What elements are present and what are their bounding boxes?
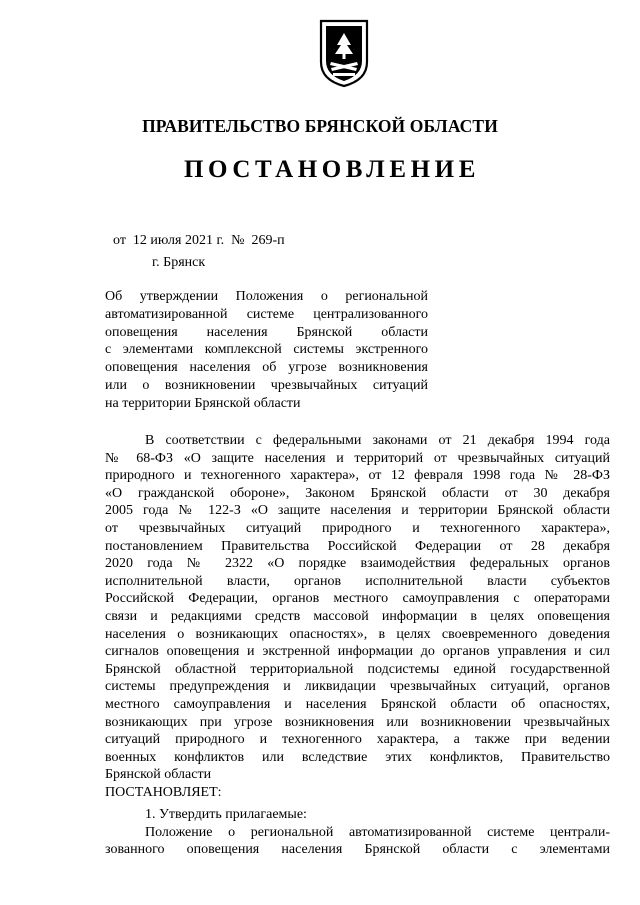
document-type-title: ПОСТАНОВЛЕНИЕ	[183, 156, 481, 183]
body-line: № 68-ФЗ «О защите населения и территорий от чрезвычайных ситуаций	[105, 450, 610, 466]
body-line: природного и техногенного характера», от 12 февраля 1998 года № 28-ФЗ	[105, 468, 610, 484]
body-line: постановлением Правительства Российской Федерации от 28 декабря	[105, 538, 610, 554]
city-line: г. Брянск	[152, 255, 206, 270]
body-line: сигналов оповещения и экстренной информации до органов управления и сил	[105, 644, 610, 660]
body-line: населения о возникающих опасностях», в целях своевременного доведения	[105, 626, 610, 642]
item-1: 1. Утвердить прилагаемые:	[145, 807, 307, 822]
body-line: возникающих при угрозе возникновения или возникновении чрезвычайных	[105, 714, 610, 730]
subject-block	[105, 288, 428, 413]
body-line: Брянской области	[105, 767, 212, 783]
subject-line: на территории Брянской области	[105, 395, 301, 411]
subject-line: оповещения населения Брянской области	[105, 324, 428, 340]
item-paragraph-line: Положение о региональной автоматизированной системе централи-	[145, 824, 610, 840]
body-line: В соответствии с федеральными законами от 21 декабря 1994 года	[145, 433, 610, 448]
item-paragraph-line: зованного оповещения населения Брянской области с элементами	[105, 842, 610, 858]
body-line: 2020 года № 2322 «О порядке взаимодействия федеральных органов	[105, 556, 610, 572]
body-line: «О гражданской обороне», Законом Брянской области от 30 декабря	[105, 485, 610, 501]
body-line: Российской Федерации, органов местного самоуправления с операторами	[105, 591, 610, 607]
body-line: системы предупреждения и ликвидации чрезвычайных ситуаций, органов	[105, 679, 610, 695]
subject-line: оповещения населения об угрозе возникновения	[105, 360, 428, 376]
subject-line: или о возникновении чрезвычайных ситуаций	[105, 377, 428, 393]
body-line: от чрезвычайных ситуаций природного и техногенного характера»,	[105, 520, 610, 536]
body-line: местного самоуправления и населения Брянской области об опасностях,	[105, 696, 610, 712]
subject-line: автоматизированной системе централизованного	[105, 306, 428, 322]
resolves-heading: ПОСТАНОВЛЯЕТ:	[105, 784, 222, 800]
body-line: Брянской областной территориальной подсистемы единой государственной	[105, 661, 610, 677]
body-line: 2005 года № 122-З «О защите населения и территории Брянской области	[105, 503, 610, 519]
resolution-items	[105, 806, 610, 859]
subject-line: с элементами комплексной системы экстренного	[105, 342, 428, 358]
date-number-line: от 12 июля 2021 г. № 269-п	[113, 233, 285, 248]
body-line: военных конфликтов или вследствие этих конфликтов, Правительство	[105, 749, 610, 765]
coat-of-arms-icon	[318, 18, 370, 88]
authority-heading: ПРАВИТЕЛЬСТВО БРЯНСКОЙ ОБЛАСТИ	[142, 116, 498, 136]
subject-line: Об утверждении Положения о региональной	[105, 289, 428, 304]
body-line: связи и редакциями средств массовой информации в целях оповещения	[105, 608, 610, 624]
preamble-paragraph	[105, 432, 610, 801]
body-line: ситуаций природного и техногенного характера, а также при ведении	[105, 732, 610, 748]
body-line: исполнительной власти, органов исполнительной власти субъектов	[105, 573, 610, 589]
